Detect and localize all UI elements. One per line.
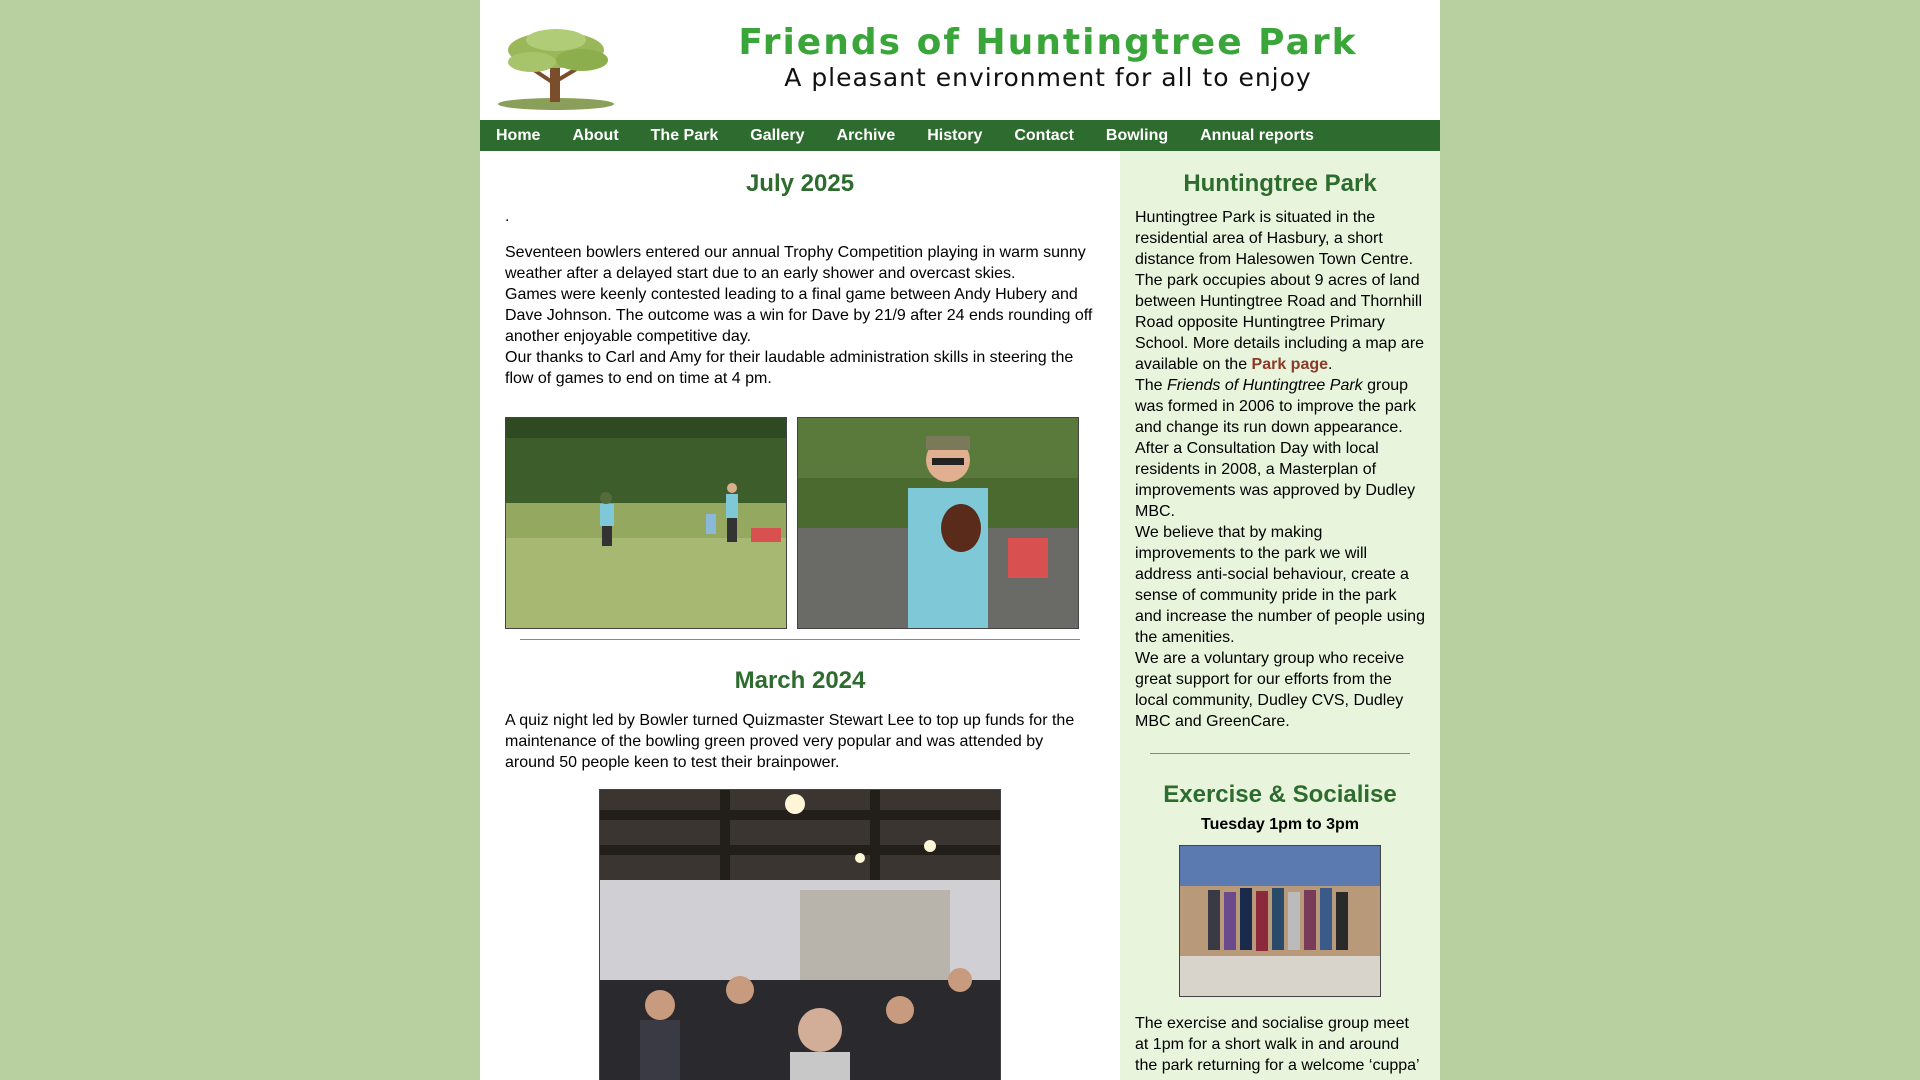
nav-about[interactable]: About xyxy=(572,126,619,144)
trophy-winner-photo[interactable] xyxy=(797,417,1079,629)
article-paragraph: A quiz night led by Bowler turned Quizmaster Stewart Lee to top up funds for the maintenance of the bowling green proved very popular and was attended by around 50 people keen to test their brainpower. xyxy=(505,712,1075,771)
site-title: Friends of Huntingtree Park xyxy=(738,22,1358,63)
nav-contact[interactable]: Contact xyxy=(1014,126,1074,144)
park-page-link[interactable]: Park page xyxy=(1251,356,1329,373)
site-tagline: A pleasant environment for all to enjoy xyxy=(784,63,1312,92)
park-paragraph-end: . xyxy=(1328,356,1333,373)
article-paragraph: Our thanks to Carl and Amy for their laudable administration skills in steering the flow of games to end on time at 4 pm. xyxy=(505,349,1074,387)
page xyxy=(480,0,1440,1080)
nav-history[interactable]: History xyxy=(927,126,983,144)
park-paragraph: We are a voluntary group who receive great support for our efforts from the local community, Dudley CVS, Dudley MBC and GreenCare. xyxy=(1135,650,1405,730)
separator-wrap xyxy=(505,629,1095,640)
photo-row xyxy=(505,417,1095,629)
article-paragraph: Games were keenly contested leading to a final game between Andy Hubery and Dave Johnson. The outcome was a win for Dave by 21/9 after 24 ends rounding off another enjoyable competitive day. xyxy=(505,286,1093,345)
sidebar-divider xyxy=(1150,753,1410,754)
park-paragraph-text: Huntingtree Park is situated in the residential area of Hasbury, a short distance from Halesowen Town Centre. The park occupies about 9 acres of land between Huntingtree Road and Thornhill Road opposite Huntingtree Primary School. More details including a map are available on the xyxy=(1135,209,1425,373)
nav-gallery[interactable]: Gallery xyxy=(750,126,805,144)
site-title-block xyxy=(698,22,1398,92)
article-heading-july-2025: July 2025 xyxy=(745,170,855,197)
main-content xyxy=(505,151,1095,1080)
sidebar-heading-park: Huntingtree Park xyxy=(1183,170,1377,197)
park-paragraph-post: group was formed in 2006 to improve the park and change its run down appearance. After a Consultation Day with local residents in 2008, a Masterplan of improvements was approved by Dudley MBC. xyxy=(1135,377,1417,520)
tree-logo-icon[interactable] xyxy=(494,22,618,110)
section-divider xyxy=(520,639,1080,640)
nav-bowling[interactable]: Bowling xyxy=(1105,126,1169,144)
park-paragraph xyxy=(1135,207,1425,375)
nav-home[interactable]: Home xyxy=(496,126,541,144)
nav-archive[interactable]: Archive xyxy=(836,126,896,144)
group-name: Friends of Huntingtree Park xyxy=(1167,377,1363,394)
bowling-green-photo[interactable] xyxy=(505,417,787,629)
sidebar-inner xyxy=(1120,170,1440,1076)
quiz-night-photo[interactable] xyxy=(599,789,1001,1080)
nav-the-park[interactable]: The Park xyxy=(650,126,719,144)
park-description xyxy=(1135,207,1425,732)
nav-annual-reports[interactable]: Annual reports xyxy=(1200,126,1314,144)
sidebar xyxy=(1120,151,1440,1080)
park-paragraph: We believe that by making improvements to the park we will address anti-social behaviour, create a sense of community pride in the park and increase the number of people using the amenities. xyxy=(1135,524,1425,646)
article-dot: . xyxy=(505,208,510,225)
exercise-description: The exercise and socialise group meet at 1pm for a short walk in and around the park returning for a welcome ‘cuppa’ xyxy=(1135,1015,1420,1074)
park-paragraph-pre: The xyxy=(1135,377,1168,394)
exercise-group-photo[interactable] xyxy=(1179,845,1381,997)
article-heading-march-2024: March 2024 xyxy=(734,667,866,694)
sidebar-heading-exercise: Exercise & Socialise xyxy=(1163,781,1397,808)
exercise-time: Tuesday 1pm to 3pm xyxy=(1201,816,1359,833)
article-paragraph: Seventeen bowlers entered our annual Trophy Competition playing in warm sunny weather after a delayed start due to an early shower and overcast skies. xyxy=(505,244,1086,282)
main-nav xyxy=(480,120,1440,151)
park-paragraph xyxy=(1135,375,1425,522)
sidebar-separator-wrap xyxy=(1135,732,1425,754)
article-body-march-2024 xyxy=(505,710,1095,773)
article-body-july-2025 xyxy=(505,242,1095,389)
site-header xyxy=(480,0,1440,120)
